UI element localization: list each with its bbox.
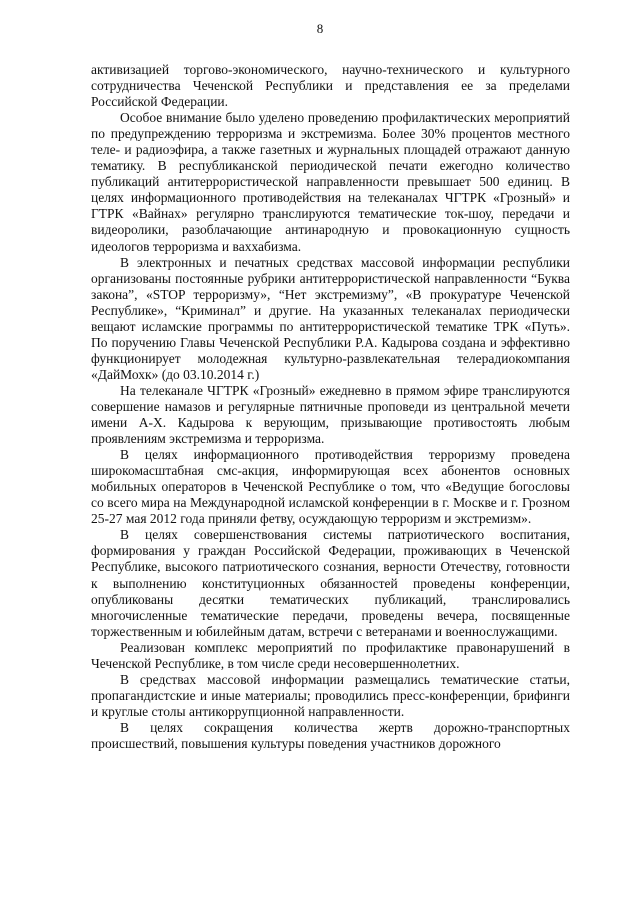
- paragraph-patriotic-education: В целях совершенствования системы патриотического воспитания, формирования у граждан Российской Федерации, проживающих в Чеченской Республике, высокого патриотического сознания, верности Отечеству, готовности к выполнению конституционных обязанностей проведены конференции, опубликованы десятки тематических публикаций, транслировались многочисленные тематические передачи, проведены вечера, посвященные торжественным и юбилейным датам, встречи с ветеранами и военнослужащими.: [91, 527, 570, 639]
- paragraph-continuation: активизацией торгово-экономического, научно-технического и культурного сотрудничества Чеченской Республики и представления ее за пределами Российской Федерации.: [91, 62, 570, 110]
- paragraph-anticorruption-media: В средствах массовой информации размещались тематические статьи, пропагандистские и иные материалы; проводились пресс-конференции, брифинги и круглые столы антикоррупционной направленности.: [91, 671, 570, 719]
- paragraph-offense-prevention: Реализован комплекс мероприятий по профилактике правонарушений в Чеченской Республике, в том числе среди несовершеннолетних.: [91, 639, 570, 671]
- paragraph-road-safety: В целях сокращения количества жертв дорожно-транспортных происшествий, повышения культуры поведения участников дорожного: [91, 719, 570, 751]
- paragraph-prevention-measures: Особое внимание было уделено проведению профилактических мероприятий по предупреждению терроризма и экстремизма. Более 30% процентов местного теле- и радиоэфира, а также газетных и журнальных площадей отражают данную тематику. В республиканской периодической печати ежегодно количество публикаций антитеррористической направленности превышает 500 единиц. В целях информационного противодействия на телеканалах ЧГТРК «Грозный» и ГТРК «Вайнах» регулярно транслируются тематические ток-шоу, передачи и видеоролики, разоблачающие антинародную и провокационную сущность идеологов терроризма и ваххабизма.: [91, 110, 570, 254]
- page-number: 8: [316, 21, 324, 36]
- paragraph-grozny-broadcast: На телеканале ЧГТРК «Грозный» ежедневно в прямом эфире транслируются совершение намазов и регулярные пятничные проповеди из центральной мечети имени А-Х. Кадырова к верующим, призывающие противостоять любым проявлениям экстремизма и терроризма.: [91, 382, 570, 447]
- document-body: [91, 62, 570, 752]
- paragraph-sms-campaign: В целях информационного противодействия терроризму проведена широкомасштабная смс-акция, информирующая всех абонентов основных мобильных операторов в Чеченской Республике о том, что «Ведущие богословы со всего мира на Международной исламской конференции в г. Москве и г. Грозном 25-27 мая 2012 года приняли фетву, осуждающую терроризм и экстремизм».: [91, 447, 570, 527]
- paragraph-media-rubrics: В электронных и печатных средствах массовой информации республики организованы постоянные рубрики антитеррористической направленности “Буква закона”, «STOP терроризму», “Нет экстремизму”, «В прокуратуре Чеченской Республике», “Криминал” и другие. На указанных телеканалах периодически вещают исламские программы по антитеррористической тематике ТРК «Путь». По поручению Главы Чеченской Республики Р.А. Кадырова создана и эффективно функционирует молодежная культурно-развлекательная телерадиокомпания «ДайМохк» (до 03.10.2014 г.): [91, 254, 570, 382]
